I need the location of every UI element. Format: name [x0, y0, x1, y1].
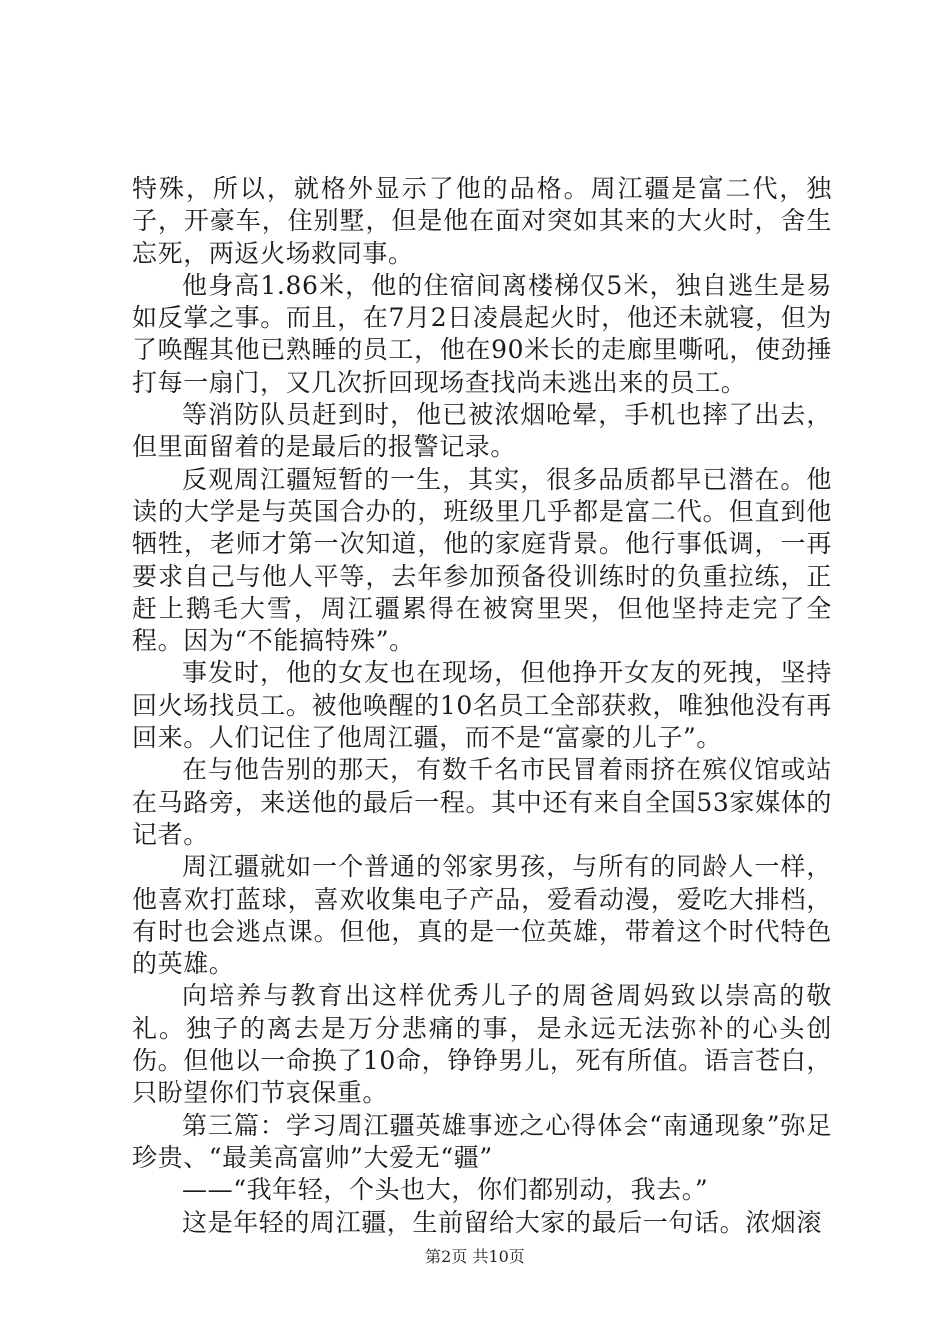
paragraph-4: 反观周江疆短暂的一生，其实，很多品质都早已潜在。他读的大学是与英国合办的，班级里几乎都是富二代。但直到他牺牲，老师才第一次知道，他的家庭背景。他行事低调，一再要求自己与他人平等，去年参加预备役训练时的负重拉练，正赶上鹅毛大雪，周江疆累得在被窝里哭，但他坚持走完了全程。因为“不能搞特殊”。: [132, 464, 832, 656]
paragraph-3: 等消防队员赶到时，他已被浓烟呛晕，手机也摔了出去，但里面留着的是最后的报警记录。: [132, 400, 832, 462]
page-footer: 第2页 共10页: [425, 1247, 525, 1266]
paragraph-2: 他身高1.86米，他的住宿间离楼梯仅5米，独自逃生是易如反掌之事。而且，在7月2日凌晨起火时，他还未就寝，但为了唤醒其他已熟睡的员工，他在90米长的走廊里嘶吼，使劲捶打每一扇门，又几次折回现场查找尚未逃出来的员工。: [132, 270, 832, 397]
paragraph-11: 这是年轻的周江疆，生前留给大家的最后一句话。浓烟滚: [182, 1207, 823, 1237]
section-heading: 第三篇：学习周江疆英雄事迹之心得体会“南通现象”弥足珍贵、“最美高富帅”大爱无“疆”: [132, 1110, 832, 1172]
document-body: [132, 173, 832, 1239]
paragraph-1: 特殊，所以，就格外显示了他的品格。周江疆是富二代，独子，开豪车，住别墅，但是他在面对突如其来的大火时，舍生忘死，两返火场救同事。: [132, 174, 832, 268]
quote-line: ——“我年轻，个头也大，你们都别动，我去。”: [182, 1175, 709, 1205]
paragraph-5: 事发时，他的女友也在现场，但他挣开女友的死拽，坚持回火场找员工。被他唤醒的10名员工全部获救，唯独他没有再回来。人们记住了他周江疆，而不是“富豪的儿子”。: [132, 658, 832, 753]
paragraph-6: 在与他告别的那天，有数千名市民冒着雨挤在殡仪馆或站在马路旁，来送他的最后一程。其中还有来自全国53家媒体的记者。: [132, 755, 832, 849]
paragraph-7: 周江疆就如一个普通的邻家男孩，与所有的同龄人一样，他喜欢打蓝球，喜欢收集电子产品，爱看动漫，爱吃大排档，有时也会逃点课。但他，真的是一位英雄，带着这个时代特色的英雄。: [132, 852, 832, 979]
paragraph-8: 向培养与教育出这样优秀儿子的周爸周妈致以崇高的敬礼。独子的离去是万分悲痛的事，是永远无法弥补的心头创伤。但他以一命换了10命，铮铮男儿，死有所值。语言苍白，只盼望你们节哀保重。: [132, 981, 832, 1108]
